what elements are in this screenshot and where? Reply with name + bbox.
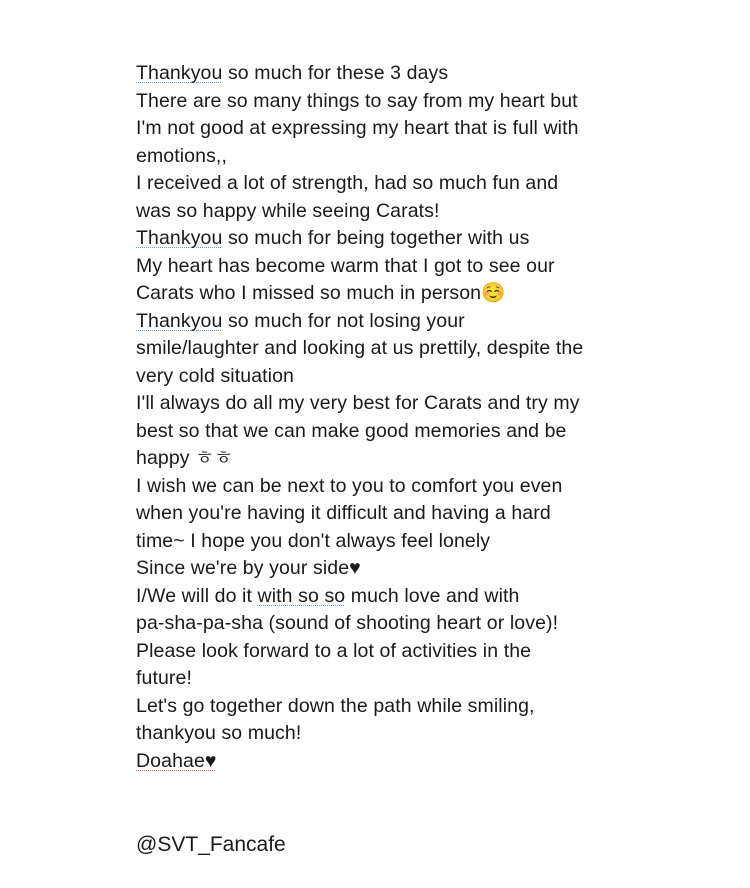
message-line: time~ I hope you don't always feel lonely [136, 529, 491, 552]
message-line: pa-sha-pa-sha (sound of shooting heart or love)! [136, 612, 559, 634]
message-line: Let's go together down the path while smiling, [136, 694, 535, 717]
message-line: best so that we can make good memories and be [136, 419, 567, 442]
message-line: happy ㅎㅎ [136, 447, 234, 469]
message-line: I'll always do all my very best for Carats and try my [136, 392, 580, 414]
translated-message [136, 60, 636, 775]
message-line [136, 583, 636, 611]
message-line: emotions,, [136, 144, 227, 167]
message-line: My heart has become warm that I got to see our [136, 254, 555, 277]
message-line: I wish we can be next to you to comfort you even [136, 474, 563, 497]
message-text: Carats who I missed so much in person [136, 282, 482, 304]
message-line: thankyou so much! [136, 722, 302, 744]
message-line: very cold situation [136, 364, 294, 387]
message-line: Please look forward to a lot of activities in the [136, 639, 532, 662]
message-text: Doahae [136, 749, 205, 772]
message-line [136, 280, 636, 308]
message-line [136, 225, 636, 253]
spellcheck-word: Thankyou [136, 309, 223, 332]
message-text: I/We will do it [136, 584, 258, 607]
smiling-face-emoji-icon: ☺️ [481, 282, 506, 304]
spellcheck-word: Thankyou [136, 227, 223, 249]
spellcheck-phrase: with so so [257, 584, 346, 607]
heart-icon: ♥ [204, 749, 217, 772]
message-text: much love and with [345, 584, 520, 607]
message-line: I received a lot of strength, had so much fun and [136, 172, 559, 194]
message-text: so much for not losing your [222, 309, 465, 332]
message-line [136, 748, 636, 776]
message-line [136, 60, 636, 88]
misspelled-word [136, 750, 217, 772]
message-line: when you're having it difficult and having a hard [136, 502, 551, 524]
message-text: so much for being together with us [222, 227, 530, 249]
message-line [136, 308, 636, 336]
message-line: Since we're by your side♥ [136, 557, 361, 579]
message-line: There are so many things to say from my heart but [136, 89, 578, 112]
message-line: was so happy while seeing Carats! [136, 199, 440, 222]
fancafe-handle: @SVT_Fancafe [136, 833, 286, 856]
message-line: I'm not good at expressing my heart that is full with [136, 117, 579, 139]
message-line: smile/laughter and looking at us prettily, despite the [136, 337, 584, 359]
spellcheck-word: Thankyou [136, 62, 223, 84]
message-line: future! [136, 667, 192, 689]
message-text: so much for these 3 days [222, 62, 449, 84]
